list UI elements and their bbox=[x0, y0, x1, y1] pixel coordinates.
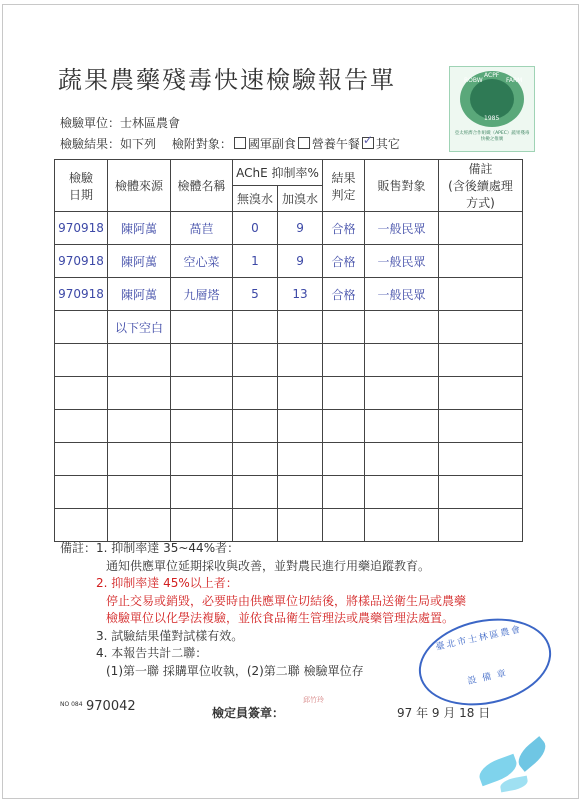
serial-prefix: NO 084 bbox=[60, 701, 83, 708]
header-date: 檢驗 日期 bbox=[55, 160, 108, 212]
note-1: 備註：1. 抑制率達 35~44%者： bbox=[60, 541, 240, 555]
cell-sale: 一般民眾 bbox=[365, 245, 439, 278]
inspection-result-line bbox=[60, 135, 400, 152]
cell-source: 陳阿萬 bbox=[108, 278, 171, 311]
cell-name: 九層塔 bbox=[171, 278, 233, 311]
blank-note: 以下空白 bbox=[108, 311, 171, 344]
checkbox-school-lunch[interactable] bbox=[298, 137, 310, 149]
checkbox-other[interactable] bbox=[362, 137, 374, 149]
empty-row bbox=[55, 377, 523, 410]
target-label: 檢附對象： bbox=[171, 137, 232, 151]
report-date: 97 年 9 月 18 日 bbox=[397, 706, 491, 720]
cell-date: 970918 bbox=[55, 278, 108, 311]
note-2-detail-1: 停止交易或銷毀，必要時由供應單位切結後，將樣品送衛生局或農藥 bbox=[106, 593, 467, 608]
option-other: 其它 bbox=[375, 137, 400, 151]
note-4-detail: (1)第一聯 採購單位收執，(2)第二聯 檢驗單位存 bbox=[106, 663, 364, 678]
header-bromine: 加溴水 bbox=[278, 186, 323, 212]
inspector-signature: 邱竹玲 bbox=[303, 696, 324, 704]
empty-row bbox=[55, 443, 523, 476]
notes-label: 備註： bbox=[60, 541, 97, 555]
unit-label: 檢驗單位： bbox=[60, 116, 121, 130]
cell-no-bromine: 0 bbox=[233, 212, 278, 245]
cell-bromine: 9 bbox=[278, 212, 323, 245]
cell-source: 陳阿萬 bbox=[108, 245, 171, 278]
cell-name: 空心菜 bbox=[171, 245, 233, 278]
inspector-label: 檢定員簽章： bbox=[212, 706, 285, 720]
cell-remark bbox=[439, 212, 523, 245]
logo-year: 1985 bbox=[484, 115, 500, 122]
note-2: 2. 抑制率達 45%以上者： bbox=[96, 576, 238, 590]
cell-sale: 一般民眾 bbox=[365, 212, 439, 245]
table-row bbox=[55, 212, 523, 245]
unit-value: 士林區農會 bbox=[120, 116, 181, 130]
cell-no-bromine: 5 bbox=[233, 278, 278, 311]
serial-number: 970042 bbox=[86, 699, 136, 714]
cell-judge: 合格 bbox=[323, 245, 365, 278]
header-remark: 備註 (含後續處理 方式) bbox=[439, 160, 523, 212]
empty-row bbox=[55, 410, 523, 443]
cell-judge: 合格 bbox=[323, 278, 365, 311]
logo-text-right: FARM bbox=[506, 77, 523, 84]
logo-emblem-icon bbox=[470, 79, 514, 119]
notes-section bbox=[60, 540, 466, 680]
apec-logo bbox=[449, 66, 535, 152]
results-table bbox=[54, 159, 523, 542]
cell-sale: 一般民眾 bbox=[365, 278, 439, 311]
option-military: 國軍副食 bbox=[247, 137, 296, 151]
table-row bbox=[55, 311, 523, 344]
logo-text-left: ROBW bbox=[464, 77, 483, 84]
cell-bromine: 13 bbox=[278, 278, 323, 311]
result-label: 檢驗結果： bbox=[60, 137, 121, 151]
note-2-detail-2: 檢驗單位以化學法複驗，並依食品衛生管理法或農藥管理法處置。 bbox=[106, 611, 455, 625]
table-row bbox=[55, 278, 523, 311]
inspection-unit bbox=[60, 114, 180, 131]
cell-judge: 合格 bbox=[323, 212, 365, 245]
note-4: 4. 本報告共計二聯： bbox=[96, 646, 208, 660]
logo-caption: 亞太經濟合作組織（APEC）蔬果殘毒快檢之推廣 bbox=[454, 131, 530, 142]
cell-remark bbox=[439, 278, 523, 311]
cell-source: 陳阿萬 bbox=[108, 212, 171, 245]
seal-bottom-text: 設備章 bbox=[466, 667, 513, 687]
note-3: 3. 試驗結果僅對試樣有效。 bbox=[96, 628, 244, 643]
empty-row bbox=[55, 476, 523, 509]
cell-date: 970918 bbox=[55, 245, 108, 278]
cell-date: 970918 bbox=[55, 212, 108, 245]
header-name: 檢體名稱 bbox=[171, 160, 233, 212]
header-sale: 販售對象 bbox=[365, 160, 439, 212]
logo-text-mid: ACPF bbox=[484, 72, 500, 79]
option-school-lunch: 營養午餐 bbox=[311, 137, 360, 151]
seal-top-text: 臺北市士林區農會 bbox=[434, 624, 524, 653]
empty-row bbox=[55, 344, 523, 377]
cell-bromine: 9 bbox=[278, 245, 323, 278]
checkbox-military[interactable] bbox=[234, 137, 246, 149]
report-title: 蔬果農藥殘毒快速檢驗報告單 bbox=[58, 66, 396, 94]
cell-name: 萵苣 bbox=[171, 212, 233, 245]
header-source: 檢體來源 bbox=[108, 160, 171, 212]
cell-no-bromine: 1 bbox=[233, 245, 278, 278]
header-judge: 結果 判定 bbox=[323, 160, 365, 212]
header-ache: AChE 抑制率% bbox=[233, 160, 323, 186]
result-value: 如下列 bbox=[120, 137, 157, 151]
cell-remark bbox=[439, 245, 523, 278]
table-row bbox=[55, 245, 523, 278]
header-no-bromine: 無溴水 bbox=[233, 186, 278, 212]
empty-row bbox=[55, 509, 523, 542]
note-1-detail: 通知供應單位延期採收與改善，並對農民進行用藥追蹤教育。 bbox=[106, 558, 431, 573]
